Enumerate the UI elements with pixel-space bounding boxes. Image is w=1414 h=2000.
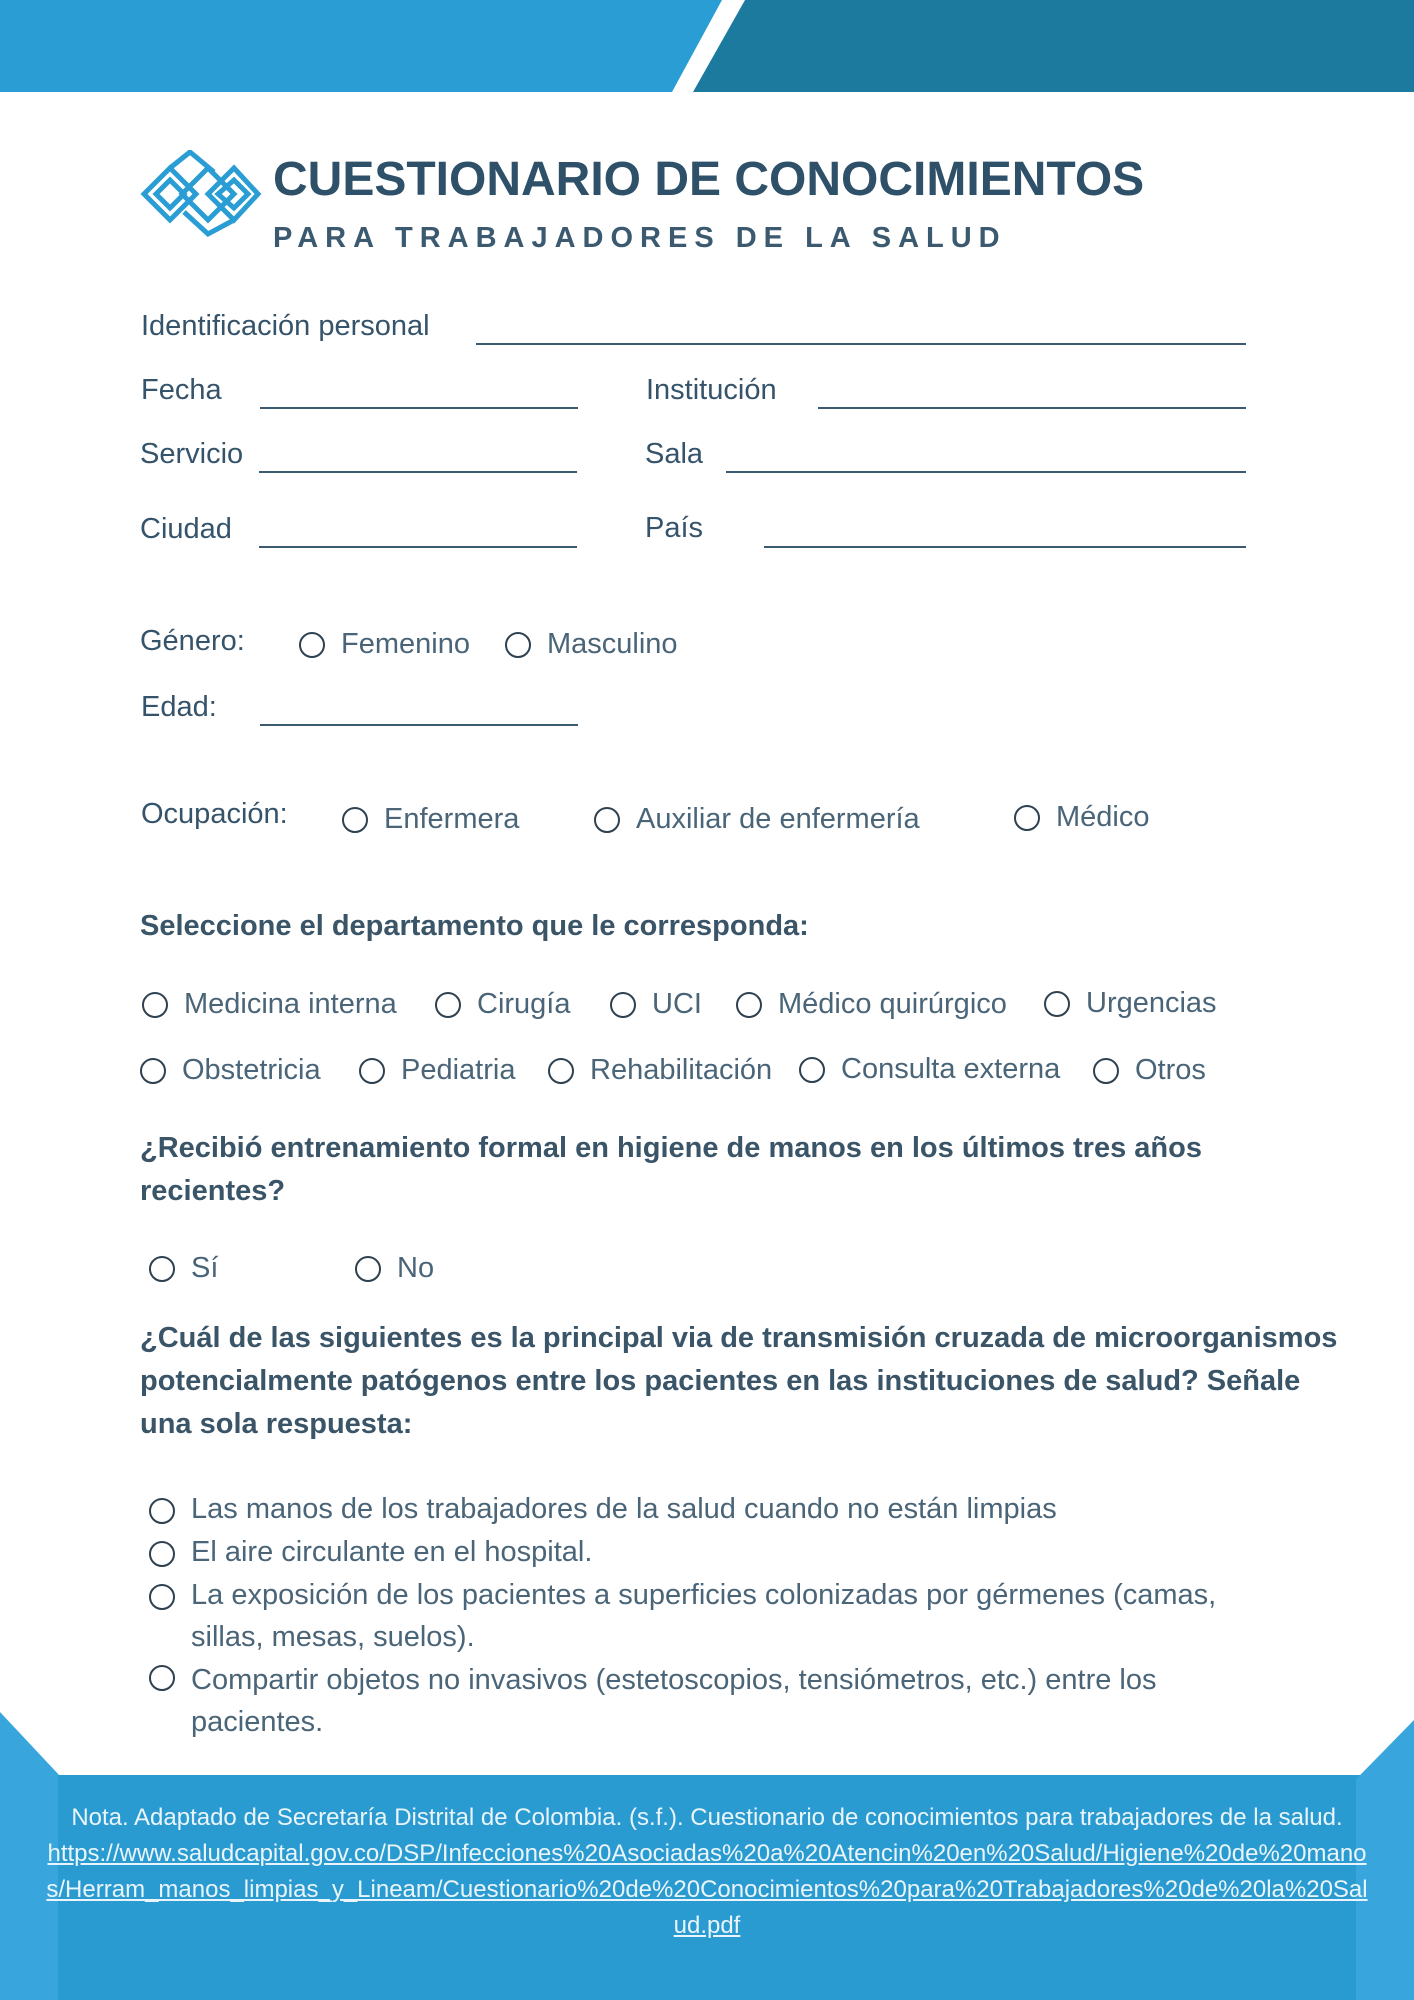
- option-label: Enfermera: [384, 803, 520, 835]
- option-label: Auxiliar de enfermería: [636, 803, 920, 835]
- page-title: CUESTIONARIO DE CONOCIMIENTOS: [273, 153, 1145, 206]
- genero-femenino-option[interactable]: [299, 628, 470, 661]
- institucion-field[interactable]: [818, 407, 1246, 409]
- dept-obstetricia-option[interactable]: [140, 1054, 321, 1087]
- dept-pediatria-option[interactable]: [359, 1054, 515, 1087]
- dept-rehabilitacion-option[interactable]: [548, 1054, 772, 1087]
- radio-button[interactable]: [142, 992, 168, 1018]
- genero-masculino-option[interactable]: [505, 628, 678, 661]
- radio-button[interactable]: [149, 1541, 175, 1567]
- radio-button[interactable]: [505, 632, 531, 658]
- ocupacion-enfermera-option[interactable]: [342, 803, 519, 836]
- radio-button[interactable]: [1044, 991, 1070, 1017]
- dept-cirugia-option[interactable]: [435, 988, 571, 1021]
- option-label: Médico: [1056, 801, 1150, 833]
- radio-button[interactable]: [140, 1058, 166, 1084]
- ocupacion-label: Ocupación:: [141, 798, 288, 830]
- genero-label: Género:: [140, 625, 245, 657]
- option-label: La exposición de los pacientes a superficies colonizadas por gérmenes (camas, sillas, mesas, suelos).: [191, 1579, 1217, 1653]
- page-subtitle: PARA TRABAJADORES DE LA SALUD: [273, 222, 1007, 254]
- radio-button[interactable]: [799, 1057, 825, 1083]
- ciudad-label: Ciudad: [140, 513, 232, 545]
- dept-urgencias-option[interactable]: [1044, 987, 1217, 1020]
- option-label: Femenino: [341, 628, 470, 660]
- option-label: No: [397, 1252, 435, 1284]
- sala-label: Sala: [645, 438, 704, 470]
- departamento-question: Seleccione el departamento que le corresponda:: [140, 910, 809, 942]
- logo-icon: [140, 150, 262, 240]
- transmision-question: ¿Cuál de las siguientes es la principal via de transmisión cruzada de microorganismos potencialmente patógenos entre los pacientes en las instituciones de salud? Señale una sola respuesta:: [140, 1322, 1338, 1440]
- radio-button[interactable]: [1014, 805, 1040, 831]
- identificacion-field[interactable]: [476, 343, 1246, 345]
- servicio-label: Servicio: [140, 438, 244, 470]
- pais-field[interactable]: [764, 546, 1246, 548]
- option-label: Pediatria: [401, 1054, 516, 1086]
- ocupacion-auxiliar-option[interactable]: [594, 803, 920, 836]
- option-label: Cirugía: [477, 988, 571, 1020]
- option-label: Sí: [191, 1252, 219, 1284]
- option-label: Obstetricia: [182, 1054, 321, 1086]
- fecha-label: Fecha: [141, 374, 222, 406]
- radio-button[interactable]: [299, 632, 325, 658]
- edad-label: Edad:: [141, 691, 217, 723]
- radio-button[interactable]: [359, 1058, 385, 1084]
- ciudad-field[interactable]: [259, 546, 577, 548]
- option-label: Las manos de los trabajadores de la salud cuando no están limpias: [191, 1493, 1057, 1525]
- dept-consulta-externa-option[interactable]: [799, 1053, 1060, 1086]
- option-label: Medicina interna: [184, 988, 397, 1020]
- servicio-field[interactable]: [259, 471, 577, 473]
- option-label: UCI: [652, 988, 702, 1020]
- dept-medicina-interna-option[interactable]: [142, 988, 397, 1021]
- radio-button[interactable]: [548, 1058, 574, 1084]
- option-label: El aire circulante en el hospital.: [191, 1536, 593, 1568]
- footer-source-link[interactable]: https://www.saludcapital.gov.co/DSP/Infecciones%20Asociadas%20a%20Atencin%20en%20Salud/Higiene%20de%20manos/Herram_manos_limpias_y_Lineam/Cuestionario%20de%20Conocimientos%20para%20Trabajadores%20de%20la%20Salud.pdf: [46, 1840, 1368, 1939]
- ocupacion-medico-option[interactable]: [1014, 801, 1150, 834]
- option-label: Compartir objetos no invasivos (estetoscopios, tensiómetros, etc.) entre los pacientes.: [191, 1664, 1157, 1738]
- option-label: Otros: [1135, 1054, 1206, 1086]
- entrenamiento-no-option[interactable]: [355, 1252, 434, 1285]
- radio-button[interactable]: [610, 992, 636, 1018]
- pais-label: País: [645, 512, 704, 544]
- identificacion-label: Identificación personal: [141, 310, 430, 342]
- radio-button[interactable]: [149, 1256, 175, 1282]
- option-label: Consulta externa: [841, 1053, 1061, 1085]
- option-label: Urgencias: [1086, 987, 1217, 1019]
- dept-otros-option[interactable]: [1093, 1054, 1206, 1087]
- transmision-option-2[interactable]: [149, 1531, 1279, 1573]
- radio-button[interactable]: [342, 807, 368, 833]
- transmision-option-3[interactable]: [149, 1574, 1279, 1658]
- radio-button[interactable]: [435, 992, 461, 1018]
- option-label: Rehabilitación: [590, 1054, 773, 1086]
- footer-note-text: Nota. Adaptado de Secretaría Distrital de Colombia. (s.f.). Cuestionario de conocimientos para trabajadores de la salud.: [71, 1804, 1343, 1831]
- edad-field[interactable]: [260, 724, 578, 726]
- radio-button[interactable]: [736, 992, 762, 1018]
- entrenamiento-question: ¿Recibió entrenamiento formal en higiene de manos en los últimos tres años recientes?: [140, 1132, 1202, 1207]
- radio-button[interactable]: [149, 1665, 175, 1691]
- radio-button[interactable]: [594, 807, 620, 833]
- institucion-label: Institución: [646, 374, 777, 406]
- option-label: Médico quirúrgico: [778, 988, 1007, 1020]
- option-label: Masculino: [547, 628, 678, 660]
- dept-uci-option[interactable]: [610, 988, 702, 1021]
- entrenamiento-si-option[interactable]: [149, 1252, 218, 1285]
- radio-button[interactable]: [149, 1584, 175, 1610]
- footer-note: [40, 1800, 1374, 1944]
- transmision-option-1[interactable]: [149, 1488, 1279, 1530]
- radio-button[interactable]: [355, 1256, 381, 1282]
- transmision-option-4[interactable]: [149, 1659, 1279, 1743]
- radio-button[interactable]: [1093, 1058, 1119, 1084]
- sala-field[interactable]: [726, 471, 1246, 473]
- radio-button[interactable]: [149, 1498, 175, 1524]
- dept-medico-quirurgico-option[interactable]: [736, 988, 1007, 1021]
- fecha-field[interactable]: [260, 407, 578, 409]
